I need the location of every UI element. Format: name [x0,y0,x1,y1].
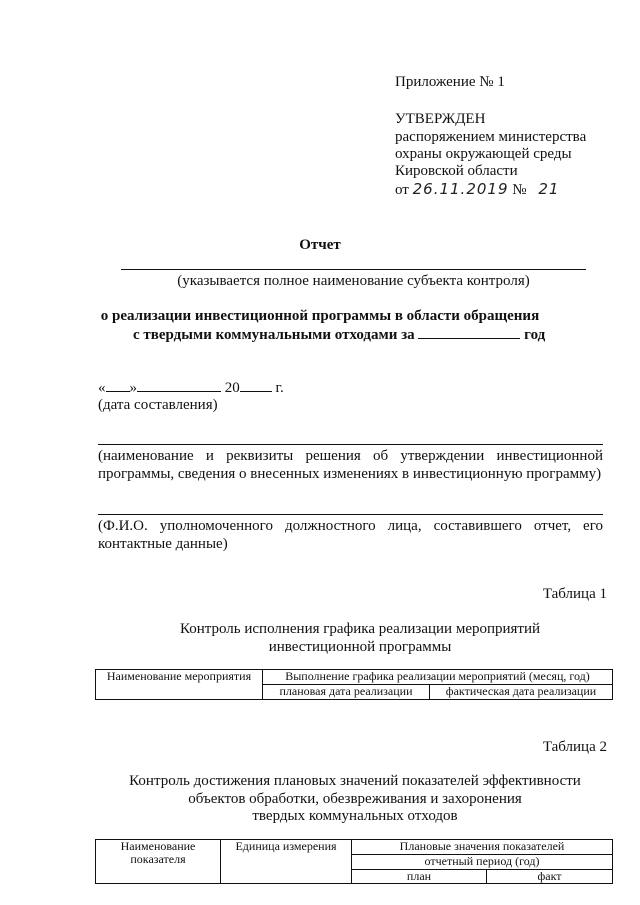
table2-title-line-2: объектов обработки, обезвреживания и захоронения [188,791,522,807]
decision-underline [98,444,603,445]
table2-title-line-3: твердых коммунальных отходов [252,808,458,824]
table1-title-line-2: инвестиционной программы [268,639,452,655]
year-digits-blank [240,378,272,392]
heading-line-1: о реализации инвестиционной программы в области обращения [100,308,540,324]
approval-date-row [395,180,559,199]
subject-hint: (указывается полное наименование субъекта контроля) [177,273,530,289]
t2-header-fact: факт [487,870,613,884]
heading-line-2-prefix: с твердыми коммунальными отходами за [133,327,415,343]
from-label: от [395,182,409,198]
approval-line-1: распоряжением министерства [395,129,587,145]
t1-header-name: Наименование мероприятия [96,670,263,700]
day-blank [106,378,130,392]
date-hint: (дата составления) [98,397,218,413]
table-2 [95,839,613,884]
t2-header-period: отчетный период (год) [352,855,613,870]
t2-header-unit: Единица измерения [221,840,352,884]
close-quote: » [129,380,137,396]
t1-header-schedule: Выполнение графика реализации мероприятий (месяц, год) [263,670,613,685]
official-underline [98,514,603,515]
report-title: Отчет [299,237,341,253]
heading-line-2-suffix: год [524,327,546,343]
table2-title-line-1: Контроль достижения плановых значений показателей эффективности [129,773,581,789]
table2-label: Таблица 2 [542,739,607,755]
decision-hint-line-2: программы, сведения о внесенных изменениях в инвестиционную программу) [98,466,602,482]
date-row [98,378,284,397]
appendix-label: Приложение № 1 [395,74,505,90]
table-1 [95,669,613,700]
subject-underline [121,269,586,270]
t1-header-actual: фактическая дата реализации [430,685,613,700]
t2-header-plan: план [352,870,487,884]
year-prefix: 20 [224,380,240,396]
month-blank [137,378,221,392]
decision-hint-line-1: (наименование и реквизиты решения об утверждении инвестиционной [98,448,603,464]
official-hint-line-2: контактные данные) [98,536,228,552]
t2-header-values: Плановые значения показателей [352,840,613,855]
table1-label: Таблица 1 [542,586,607,602]
table1-title-line-1: Контроль исполнения графика реализации мероприятий [179,621,541,637]
handwritten-date: 26.11.2019 [412,180,509,198]
official-hint-line-1: (Ф.И.О. уполномоченного должностного лица, составившего отчет, его [98,518,603,534]
year-blank [418,325,520,339]
t2-header-name: Наименование показателя [96,840,221,884]
handwritten-number: 21 [538,180,560,198]
year-suffix: г. [275,380,284,396]
open-quote: « [98,380,106,396]
approved-label: УТВЕРЖДЕН [395,111,486,127]
approval-line-2: охраны окружающей среды [395,146,572,162]
t1-header-planned: плановая дата реализации [263,685,430,700]
number-label: № [512,182,527,198]
approval-line-3: Кировской области [395,163,518,179]
heading-line-2 [133,325,545,344]
